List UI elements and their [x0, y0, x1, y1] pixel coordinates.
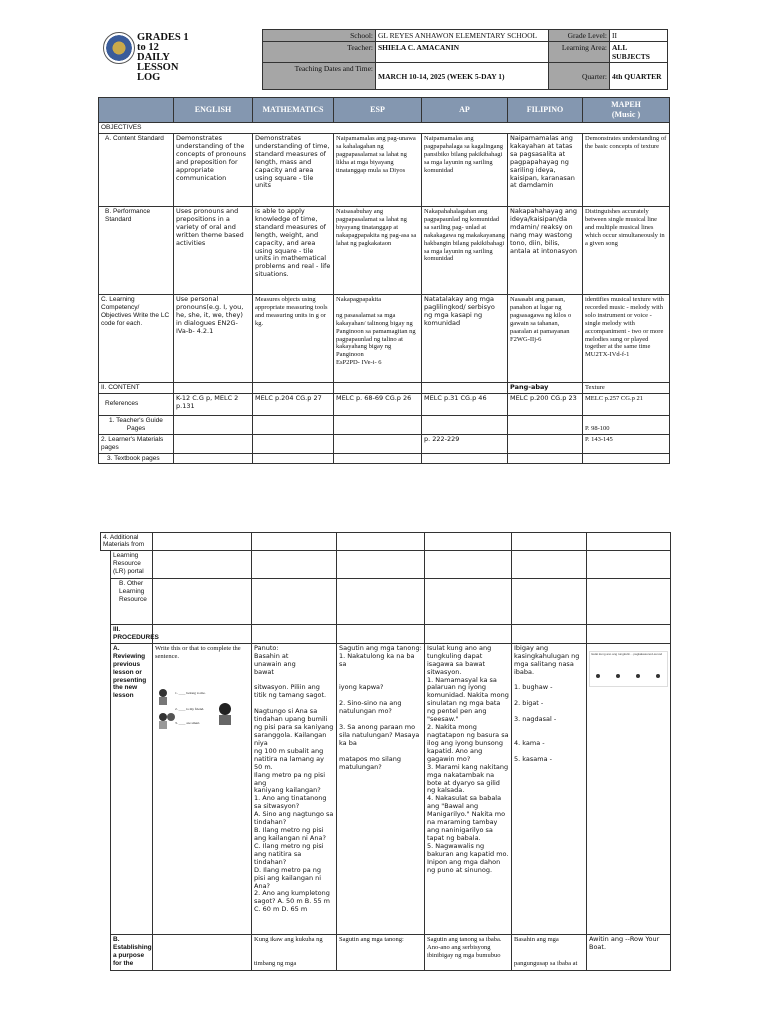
table-cell	[253, 415, 334, 434]
lesson-log-table-continued	[100, 532, 671, 971]
row-label: III. PROCEDURES	[111, 625, 153, 644]
lesson-log-table	[98, 97, 670, 464]
table-cell	[153, 934, 252, 970]
english-instruction: Write this or that to complete the sentence.	[155, 644, 241, 660]
col-esp: ESP	[334, 98, 422, 123]
teacher-value: SHIELA C. AMACANIN	[376, 42, 549, 63]
table-row	[101, 533, 671, 551]
col-english: ENGLISH	[174, 98, 253, 123]
table-cell	[174, 453, 253, 464]
table-cell	[422, 453, 508, 464]
table-cell: Texture	[583, 382, 670, 393]
english-item-3: 3. ____ are smart.	[175, 720, 201, 725]
table-cell	[334, 434, 422, 453]
row-label: 4. Additional Materials from	[101, 533, 153, 551]
table-cell: Ibigay ang kasingkahulugan ng mga salitang nasa ibaba. 1. bughaw - 2. bigat - 3. nagdasal - 4. kama - 5. kasama -	[512, 643, 587, 934]
table-cell: Distinguishes accurately between single musical line and multiple musical lines which occur simultaneously in a given song	[583, 206, 670, 294]
table-row	[99, 206, 670, 294]
table-row	[99, 453, 670, 464]
area-label: Learning Area:	[549, 42, 610, 63]
table-cell	[253, 382, 334, 393]
table-cell	[334, 453, 422, 464]
col-filipino: FILIPINO	[508, 98, 583, 123]
table-cell	[153, 625, 252, 644]
table-cell	[174, 434, 253, 453]
table-cell: Demonstrates understanding of time, standard measures of length, mass and capacity and area using square - tile units	[253, 133, 334, 206]
english-picture-exercise	[155, 687, 249, 747]
table-cell: Isulat kung ano ang tungkuling dapat isagawa sa bawat sitwasyon. 1. Namamasyal ka sa palaruan ng iyong komunidad. Nakita mong sinulatan ng mga bata ng pentel pen ang "seesaw." 2. Nakita mong nagtatapon ng basura sa ilog ang iyong bunsong kapatid. Ano ang gagawin mo? 3. Marami kang nakitang mga nakatambak na bote at dyaryo sa gilid ng kalsada. 4. Nakasulat sa babala ang "Bawal ang Manigarilyo." Nakita mo na maraming tambay ang naninigarilyo sa tapat ng babala. 5. Nagwawalis ng bakuran ang kapatid mo. Inipon ang mga dahon ng puno at sinunog.	[425, 643, 512, 934]
deped-logo	[103, 32, 135, 64]
table-cell	[334, 415, 422, 434]
table-cell: Naisasabuhay ang pagpapasalamat sa lahat ng biyayang tinatanggap at nakapagpapakita ng pag-asa sa lahat ng pagkakataon	[334, 206, 422, 294]
table-cell	[422, 382, 508, 393]
table-cell	[422, 415, 508, 434]
english-item-1: 1. ____ belong to me.	[175, 690, 206, 695]
row-label: References	[99, 393, 174, 415]
table-cell: Panuto: Basahin at unawain ang bawat sitwasyon. Piliin ang titik ng tamang sagot. Nagtungo si Ana sa tindahan upang bumili ng pisi para sa kaniyang saranggola. Kailangan niya ng 100 m subalit ang natitira na lamang ay 50 m. Ilang metro pa ng pisi ang kaniyang kailangan? 1. Ano ang tinatanong sa sitwasyon? A. Sino ang nagtungo sa tindahan? B. Ilang metro ng pisi ang kailangan ni Ana? C. Ilang metro ng pisi ang natitira sa tindahan? D. Ilang metro pa ng pisi ang kailangan ni Ana? 2. Ano ang kumpletong sagot? A. 50 m B. 55 m C. 60 m D. 65 m	[252, 643, 337, 934]
table-cell	[425, 551, 512, 579]
table-cell: Awitin ang --Row Your Boat.	[587, 934, 671, 970]
table-cell	[587, 551, 671, 579]
table-cell: identifies musical texture with recorded music - melody with solo instrument or voice - single melody with accompaniment - two or more melodies sung or played together at the same time MU2TX-IVd-f-1	[583, 294, 670, 382]
table-cell	[508, 434, 583, 453]
table-cell	[512, 533, 587, 551]
table-cell: Naipamamalas ang kakayahan at tatas sa pagsasalita at pagpapahayag ng sariling ideya, kaisipan, karanasan at damdamin	[508, 133, 583, 206]
table-row	[101, 579, 671, 625]
row-label: B. Performance Standard	[99, 206, 174, 294]
col-mathematics: MATHEMATICS	[253, 98, 334, 123]
table-cell: Naipamamalas ang pagpapahalaga sa kagalingang pansibiko bilang pakikibahagi sa mga layunin ng sariling komunidad	[422, 133, 508, 206]
table-cell	[174, 415, 253, 434]
children-pictures-icon	[155, 687, 247, 745]
table-cell: Sagutin ang mga tanong: 1. Nakatulong ka na ba sa iyong kapwa? 2. Sino-sino na ang natulungan mo? 3. Sa anong paraan mo sila natulungan? Masaya ka ba matapos mo silang matulungan?	[337, 643, 425, 934]
table-cell	[252, 533, 337, 551]
table-cell	[334, 382, 422, 393]
table-cell: Natatalakay ang mga paglilingkod/ serbisyo ng mga kasapi ng komunidad	[422, 294, 508, 382]
col-ap: AP	[422, 98, 508, 123]
mapeh-mini-text: Isulat kung ano ang tungkulin... pagkakasunod-sunod	[591, 651, 663, 656]
table-cell: MELC p.200 CG.p 23	[508, 393, 583, 415]
table-cell: Nakapahahalagahan ang pagpapaunlad ng komunidad sa sariling pag- unlad at nakakagawa ng makakayanang hakbangin bilang pakikibahagi sa mga layunin ng sariling komunidad	[422, 206, 508, 294]
table-cell	[587, 533, 671, 551]
table-cell	[252, 579, 337, 625]
table-cell	[425, 579, 512, 625]
table-cell: p. 222-229	[422, 434, 508, 453]
row-label: Learning Resource (LR) portal	[111, 551, 153, 579]
table-cell	[512, 551, 587, 579]
table-row	[101, 643, 671, 934]
table-cell	[153, 533, 252, 551]
row-label: B. Other Learning Resource	[111, 579, 153, 625]
table-row	[99, 133, 670, 206]
table-cell	[587, 625, 671, 644]
mapeh-mini-image	[589, 651, 668, 687]
table-cell	[337, 551, 425, 579]
table-cell	[337, 533, 425, 551]
table-cell	[587, 579, 671, 625]
table-cell	[337, 579, 425, 625]
row-label: 3. Textbook pages	[99, 453, 174, 464]
table-cell	[512, 625, 587, 644]
school-value: GL REYES ANHAWON ELEMENTARY SCHOOL	[376, 30, 549, 42]
table-cell: MELC p. 68-69 CG.p 26	[334, 393, 422, 415]
table-cell	[153, 551, 252, 579]
teacher-label: Teacher:	[263, 42, 376, 63]
seal-icon	[103, 32, 135, 64]
table-row	[101, 551, 671, 579]
table-cell: Pang-abay	[508, 382, 583, 393]
table-row	[101, 934, 671, 970]
table-cell	[425, 625, 512, 644]
row-label: C. Learning Competency/ Objectives Write the LC code for each.	[99, 294, 174, 382]
table-cell	[253, 434, 334, 453]
table-cell	[252, 625, 337, 644]
table-row	[101, 625, 671, 644]
table-cell: K-12 C.G p, MELC 2 p.131	[174, 393, 253, 415]
area-value: ALL SUBJECTS	[610, 42, 668, 63]
table-cell: is able to apply knowledge of time, standard measures of length, weight, and capacity, and area using square - tile units in mathematical problems and real - life situations.	[253, 206, 334, 294]
table-cell: Use personal pronouns(e.g. I, you, he, she, it, we, they) in dialogues EN2G-IVa-b- 4.2.1	[174, 294, 253, 382]
table-cell: Nasasabi ang paraan, panahon at lugar ng pagsasagawa ng kilos o gawain sa tahanan, paaralan at pamayanan F2WG-IIj-6	[508, 294, 583, 382]
dates-value: MARCH 10-14, 2025 (WEEK 5-DAY 1)	[376, 63, 549, 90]
table-cell	[512, 579, 587, 625]
english-item-2: 2. ____ is my friend.	[175, 706, 205, 711]
dates-label: Teaching Dates and Time:	[263, 63, 376, 90]
table-cell	[508, 453, 583, 464]
row-label: II. CONTENT	[99, 382, 174, 393]
table-cell: Demonstrates understanding of the basic concepts of texture	[583, 133, 670, 206]
row-label: 2. Learner's Materials pages	[99, 434, 174, 453]
corner-cell	[99, 98, 174, 123]
music-notes-icon	[593, 668, 663, 682]
table-cell: Nakapahahayag ang ideya/kaisipan/da mdamin/ reaksy on nang may wastong tono, diin, bilis, antala at intonasyon	[508, 206, 583, 294]
table-row	[99, 294, 670, 382]
row-label: 1. Teacher's Guide Pages	[99, 415, 174, 434]
table-cell-mapeh	[587, 643, 671, 934]
row-label: A. Reviewing previous lesson or presenting the new lesson	[111, 643, 153, 934]
table-cell: Uses pronouns and prepositions in a variety of oral and written theme based activities	[174, 206, 253, 294]
quarter-label: Quarter:	[549, 63, 610, 90]
table-row	[99, 434, 670, 453]
table-cell: Sagutin ang mga tanong:	[337, 934, 425, 970]
table-row	[99, 393, 670, 415]
table-cell	[425, 533, 512, 551]
grade-label: Grade Level:	[549, 30, 610, 42]
table-cell: MELC p.204 CG.p 27	[253, 393, 334, 415]
table-cell: P. 98-100	[583, 415, 670, 434]
header-info-table	[262, 29, 668, 90]
row-label: B. Establishing a purpose for the	[111, 934, 153, 970]
table-cell	[252, 551, 337, 579]
objectives-heading: OBJECTIVES	[99, 123, 670, 134]
table-cell: P. 143-145	[583, 434, 670, 453]
col-mapeh: MAPEH (Music )	[583, 98, 670, 123]
document-title: GRADES 1 to 12 DAILY LESSON LOG	[137, 32, 189, 83]
table-cell: MELC p.31 CG.p 46	[422, 393, 508, 415]
table-cell	[253, 453, 334, 464]
table-cell: Sagutin ang tanong sa ibaba. Ano-ano ang serbisyong ibinibigay ng mga bumubuo	[425, 934, 512, 970]
table-row	[99, 382, 670, 393]
table-cell: Naipamamalas ang pag-unawa sa kahalagahan ng pagpapasalamat sa lahat ng likha at mga biyayang tinatanggap mula sa Diyos	[334, 133, 422, 206]
table-cell	[337, 625, 425, 644]
school-label: School:	[263, 30, 376, 42]
grade-value: II	[610, 30, 668, 42]
table-cell: Measures objects using appropriate measuring tools and measuring units in g or kg.	[253, 294, 334, 382]
row-label: A. Content Standard	[99, 133, 174, 206]
table-row	[99, 415, 670, 434]
table-cell: Demonstrates understanding of the concepts of pronouns and preposition for appropriate communication	[174, 133, 253, 206]
table-cell	[174, 382, 253, 393]
table-cell-english	[153, 643, 252, 934]
quarter-value: 4th QUARTER	[610, 63, 668, 90]
table-cell: MELC p.257 CG.p 21	[583, 393, 670, 415]
table-cell: Kung ikaw ang kukuha ng timbang ng mga	[252, 934, 337, 970]
table-cell: Nakapagpapakita ng pasasalamat sa mga kakayahan/ talinong bigay ng Panginoon sa pamamagitan ng pagpapaunlad ng talino at kakayahang bigay ng Panginoon EsP2PD- IVe-i- 6	[334, 294, 422, 382]
table-cell	[583, 453, 670, 464]
table-cell: Basahin ang mga pangungusap sa ibaba at	[512, 934, 587, 970]
table-cell	[153, 579, 252, 625]
table-cell	[508, 415, 583, 434]
